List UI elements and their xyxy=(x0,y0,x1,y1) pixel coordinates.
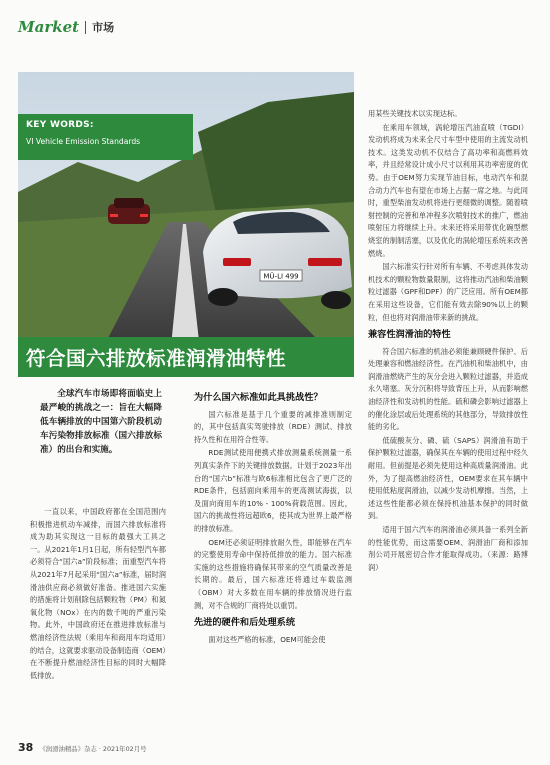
paragraph: 国六标准实行针对所有车辆、不考虑具体发动机技术的颗粒物数量限制，这将推动汽油和柴油颗粒过滤器（GPF和DPF）的广泛应用。所有OEM都在采用这些设备，它们能有效去除90%以上的颗粒，但也将对润滑油带来新的挑战。 xyxy=(368,262,528,322)
article-lead xyxy=(40,387,162,457)
page-number: 38 xyxy=(18,741,34,754)
page-header xyxy=(18,16,114,38)
paragraph: 一直以来，中国政府都在全国范围内积极推进机动车减排，而国六排放标准将成为助其实现这一目标的最强大工具之一。从2021年1月1日起，所有轻型汽车都必须符合“国六a”阶段标准；而重型汽车将从2021年7月起采用“国六a”标准，届时润滑油供应商必须做好准备。推进国六实施的措施将计划削除包括颗粒物（PM）和氮氧化物（NOx）在内的数千吨的严重污染物。此外，中国政府还在推进排放标准与燃油经济性法规（乘用车和商用车均适用）的结合，这就要求驱动设备制造商（OEM）在不断提升燃油经济性目标的同时大幅降低排放。 xyxy=(30,507,166,680)
header-divider xyxy=(85,21,86,34)
paragraph: 国六标准是基于几个重要的减排准则制定的，其中包括真实驾驶排放（RDE）测试、排放持久性和在用符合性等。 xyxy=(194,409,352,444)
license-plate: MÜ-LI 499 xyxy=(263,272,299,281)
section-heading: 先进的硬件和后处理系统 xyxy=(194,617,296,629)
section-heading: 兼容性润滑油的特性 xyxy=(368,329,451,341)
section-heading: 为什么国六标准如此具挑战性？ xyxy=(194,392,323,403)
section-brand: Market xyxy=(18,18,80,36)
paragraph: 在乘用车领域，涡轮增压汽油直喷（TGDI）发动机将成为未来全尺寸车型中使用的主流发动机技术。这类发动机不仅结合了高功率和高燃料效率，并且经常设计成小尺寸以利用其功率密度的优势。由于OEM努力实现节油目标，电动汽车和混合动力汽车也有望在市场上占据一席之地。与此同时，重型柴油发动机将进行更细微的调整。随着喷射控制的完善和单冲程多次喷射技术的推广，燃油喷射压力将继续上升。未来还将采用带优化碗型燃烧室的制制活塞，以及优化的涡轮增压系统来改善燃烧。 xyxy=(368,122,528,258)
paragraph: 面对这些严格的标准，OEM可能会使 xyxy=(208,634,326,644)
column-1 xyxy=(30,506,166,683)
keywords-text: VI Vehicle Emission Standards xyxy=(26,137,141,146)
column-2 xyxy=(194,387,352,647)
paragraph: 用某些关键技术以实现达标。 xyxy=(368,109,462,118)
lead-text: 全球汽车市场即将面临史上最严峻的挑战之一：旨在大幅降低车辆排放的中国第六阶段机动车污染物排放标准（国六排放标准）的出台和实施。 xyxy=(40,389,162,455)
publication-info: 《润滑油精品》杂志 · 2021年02月号 xyxy=(39,745,147,753)
column-3 xyxy=(368,108,528,575)
paragraph: 适用于国六汽车的润滑油必须具备一系列全新的性能优势，而这需要OEM、润滑油厂商和添加剂公司开展密切合作才能取得成功。（来源：路博润） xyxy=(368,525,528,572)
article-title: 符合国六排放标准润滑油特性 xyxy=(18,337,354,377)
paragraph: RDE测试使用便携式排放测量系统测量一系列真实条件下的关键排放数据。计划于2023年出台的“国六b”标准与欧6标准相比包含了更广泛的RDE条件，包括面向乘用车的更高测试海拔，以及面向商用车的10% - 100%荷载范围。因此，国六的挑战性将远超欧6，使其成为世界上最严格的排放标准。 xyxy=(194,448,352,533)
paragraph: 符合国六标准的机油必须能兼顾硬件保护、后处理兼容和燃油经济性。在汽油机和柴油机中，由润滑油燃烧产生的灰分会进入颗粒过滤器，并造成永久堵塞。灰分沉积将导致背压上升，从而影响燃油经济性和发动机的性能。硫和磷会影响过滤器上的催化涂层或后处理系统的其他部分，导致排放性能的劣化。 xyxy=(368,346,528,432)
section-name: 市场 xyxy=(92,21,115,34)
paragraph: 低硫酸灰分、磷、硫（SAPS）润滑油有助于保护颗粒过滤器，确保其在车辆的使用过程中经久耐用。但前提是必须先使用这种高质量润滑油。此外，为了提高燃油经济性，OEM要求在其车辆中使用低粘度润滑油，以减少发动机摩擦。当然，上述这些性能都必须在保持机油基本保护的同时做到。 xyxy=(368,435,528,521)
keywords-label: KEY WORDS: xyxy=(26,120,94,130)
page-footer xyxy=(18,741,147,754)
keywords-box xyxy=(18,114,193,160)
paragraph: OEM还必须证明排放耐久性，即能够在汽车的完整使用寿命中保持低排放的能力。国六标准实施的这些措施将确保其带来的空气质量改善是长期的。最后，国六标准还将通过车载监测（OBM）对大多数在用车辆的排放情况进行监测，对不合规的厂商将处以重罚。 xyxy=(194,537,352,610)
hero-image xyxy=(18,72,354,377)
